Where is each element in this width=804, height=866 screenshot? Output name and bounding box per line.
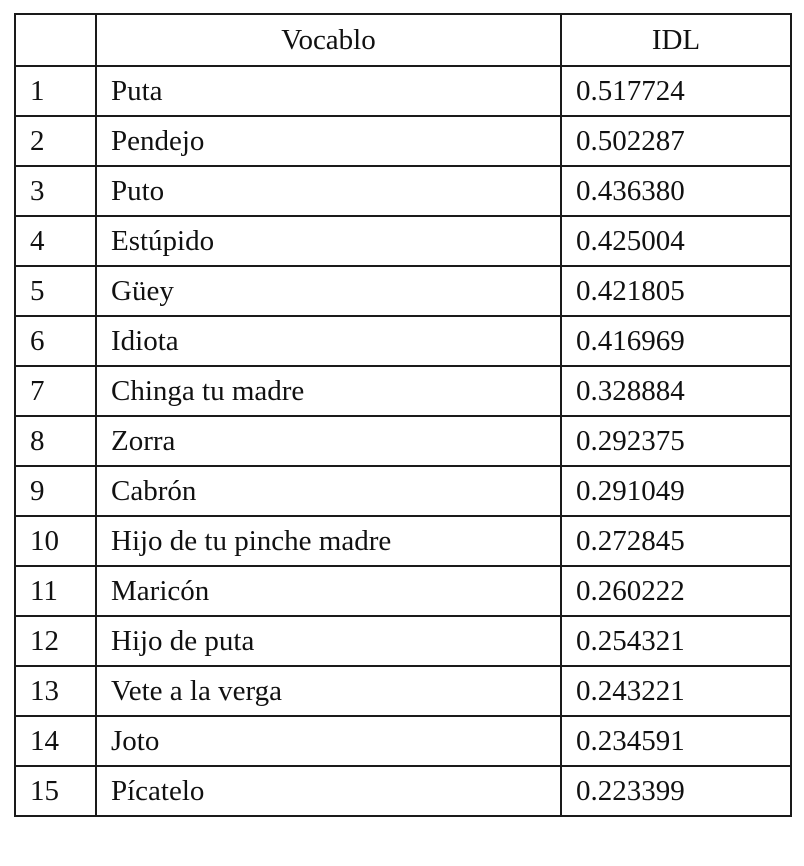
row-idl-value: 0.272845 <box>561 516 791 566</box>
row-number: 14 <box>15 716 96 766</box>
row-idl-value: 0.436380 <box>561 166 791 216</box>
row-idl-value: 0.291049 <box>561 466 791 516</box>
table-row <box>15 516 791 566</box>
row-number: 2 <box>15 116 96 166</box>
row-number: 3 <box>15 166 96 216</box>
row-word: Cabrón <box>96 466 561 516</box>
row-number: 12 <box>15 616 96 666</box>
table-row <box>15 166 791 216</box>
row-idl-value: 0.421805 <box>561 266 791 316</box>
row-number: 9 <box>15 466 96 516</box>
header-vocablo: Vocablo <box>96 14 561 66</box>
table-row <box>15 466 791 516</box>
row-number: 7 <box>15 366 96 416</box>
row-number: 15 <box>15 766 96 816</box>
row-word: Puta <box>96 66 561 116</box>
row-number: 1 <box>15 66 96 116</box>
table-row <box>15 566 791 616</box>
row-number: 5 <box>15 266 96 316</box>
row-idl-value: 0.502287 <box>561 116 791 166</box>
row-idl-value: 0.254321 <box>561 616 791 666</box>
row-word: Güey <box>96 266 561 316</box>
row-idl-value: 0.292375 <box>561 416 791 466</box>
row-word: Zorra <box>96 416 561 466</box>
row-word: Estúpido <box>96 216 561 266</box>
row-number: 10 <box>15 516 96 566</box>
table-row <box>15 366 791 416</box>
header-idl: IDL <box>561 14 791 66</box>
row-idl-value: 0.425004 <box>561 216 791 266</box>
table-row <box>15 316 791 366</box>
row-word: Idiota <box>96 316 561 366</box>
row-word: Hijo de tu pinche madre <box>96 516 561 566</box>
table-row <box>15 616 791 666</box>
row-word: Chinga tu madre <box>96 366 561 416</box>
row-idl-value: 0.243221 <box>561 666 791 716</box>
row-idl-value: 0.517724 <box>561 66 791 116</box>
row-number: 6 <box>15 316 96 366</box>
table-row <box>15 116 791 166</box>
row-number: 4 <box>15 216 96 266</box>
table-row <box>15 266 791 316</box>
table-row <box>15 666 791 716</box>
row-number: 13 <box>15 666 96 716</box>
row-word: Joto <box>96 716 561 766</box>
row-word: Maricón <box>96 566 561 616</box>
row-idl-value: 0.328884 <box>561 366 791 416</box>
vocabulary-idl-table <box>14 13 792 817</box>
row-idl-value: 0.260222 <box>561 566 791 616</box>
table-row <box>15 716 791 766</box>
row-idl-value: 0.416969 <box>561 316 791 366</box>
table-row <box>15 216 791 266</box>
row-word: Pendejo <box>96 116 561 166</box>
table-row <box>15 66 791 116</box>
row-word: Vete a la verga <box>96 666 561 716</box>
row-number: 8 <box>15 416 96 466</box>
header-row <box>15 14 791 66</box>
table-row <box>15 416 791 466</box>
row-word: Puto <box>96 166 561 216</box>
table-row <box>15 766 791 816</box>
header-number <box>15 14 96 66</box>
row-idl-value: 0.223399 <box>561 766 791 816</box>
row-number: 11 <box>15 566 96 616</box>
row-idl-value: 0.234591 <box>561 716 791 766</box>
row-word: Pícatelo <box>96 766 561 816</box>
row-word: Hijo de puta <box>96 616 561 666</box>
